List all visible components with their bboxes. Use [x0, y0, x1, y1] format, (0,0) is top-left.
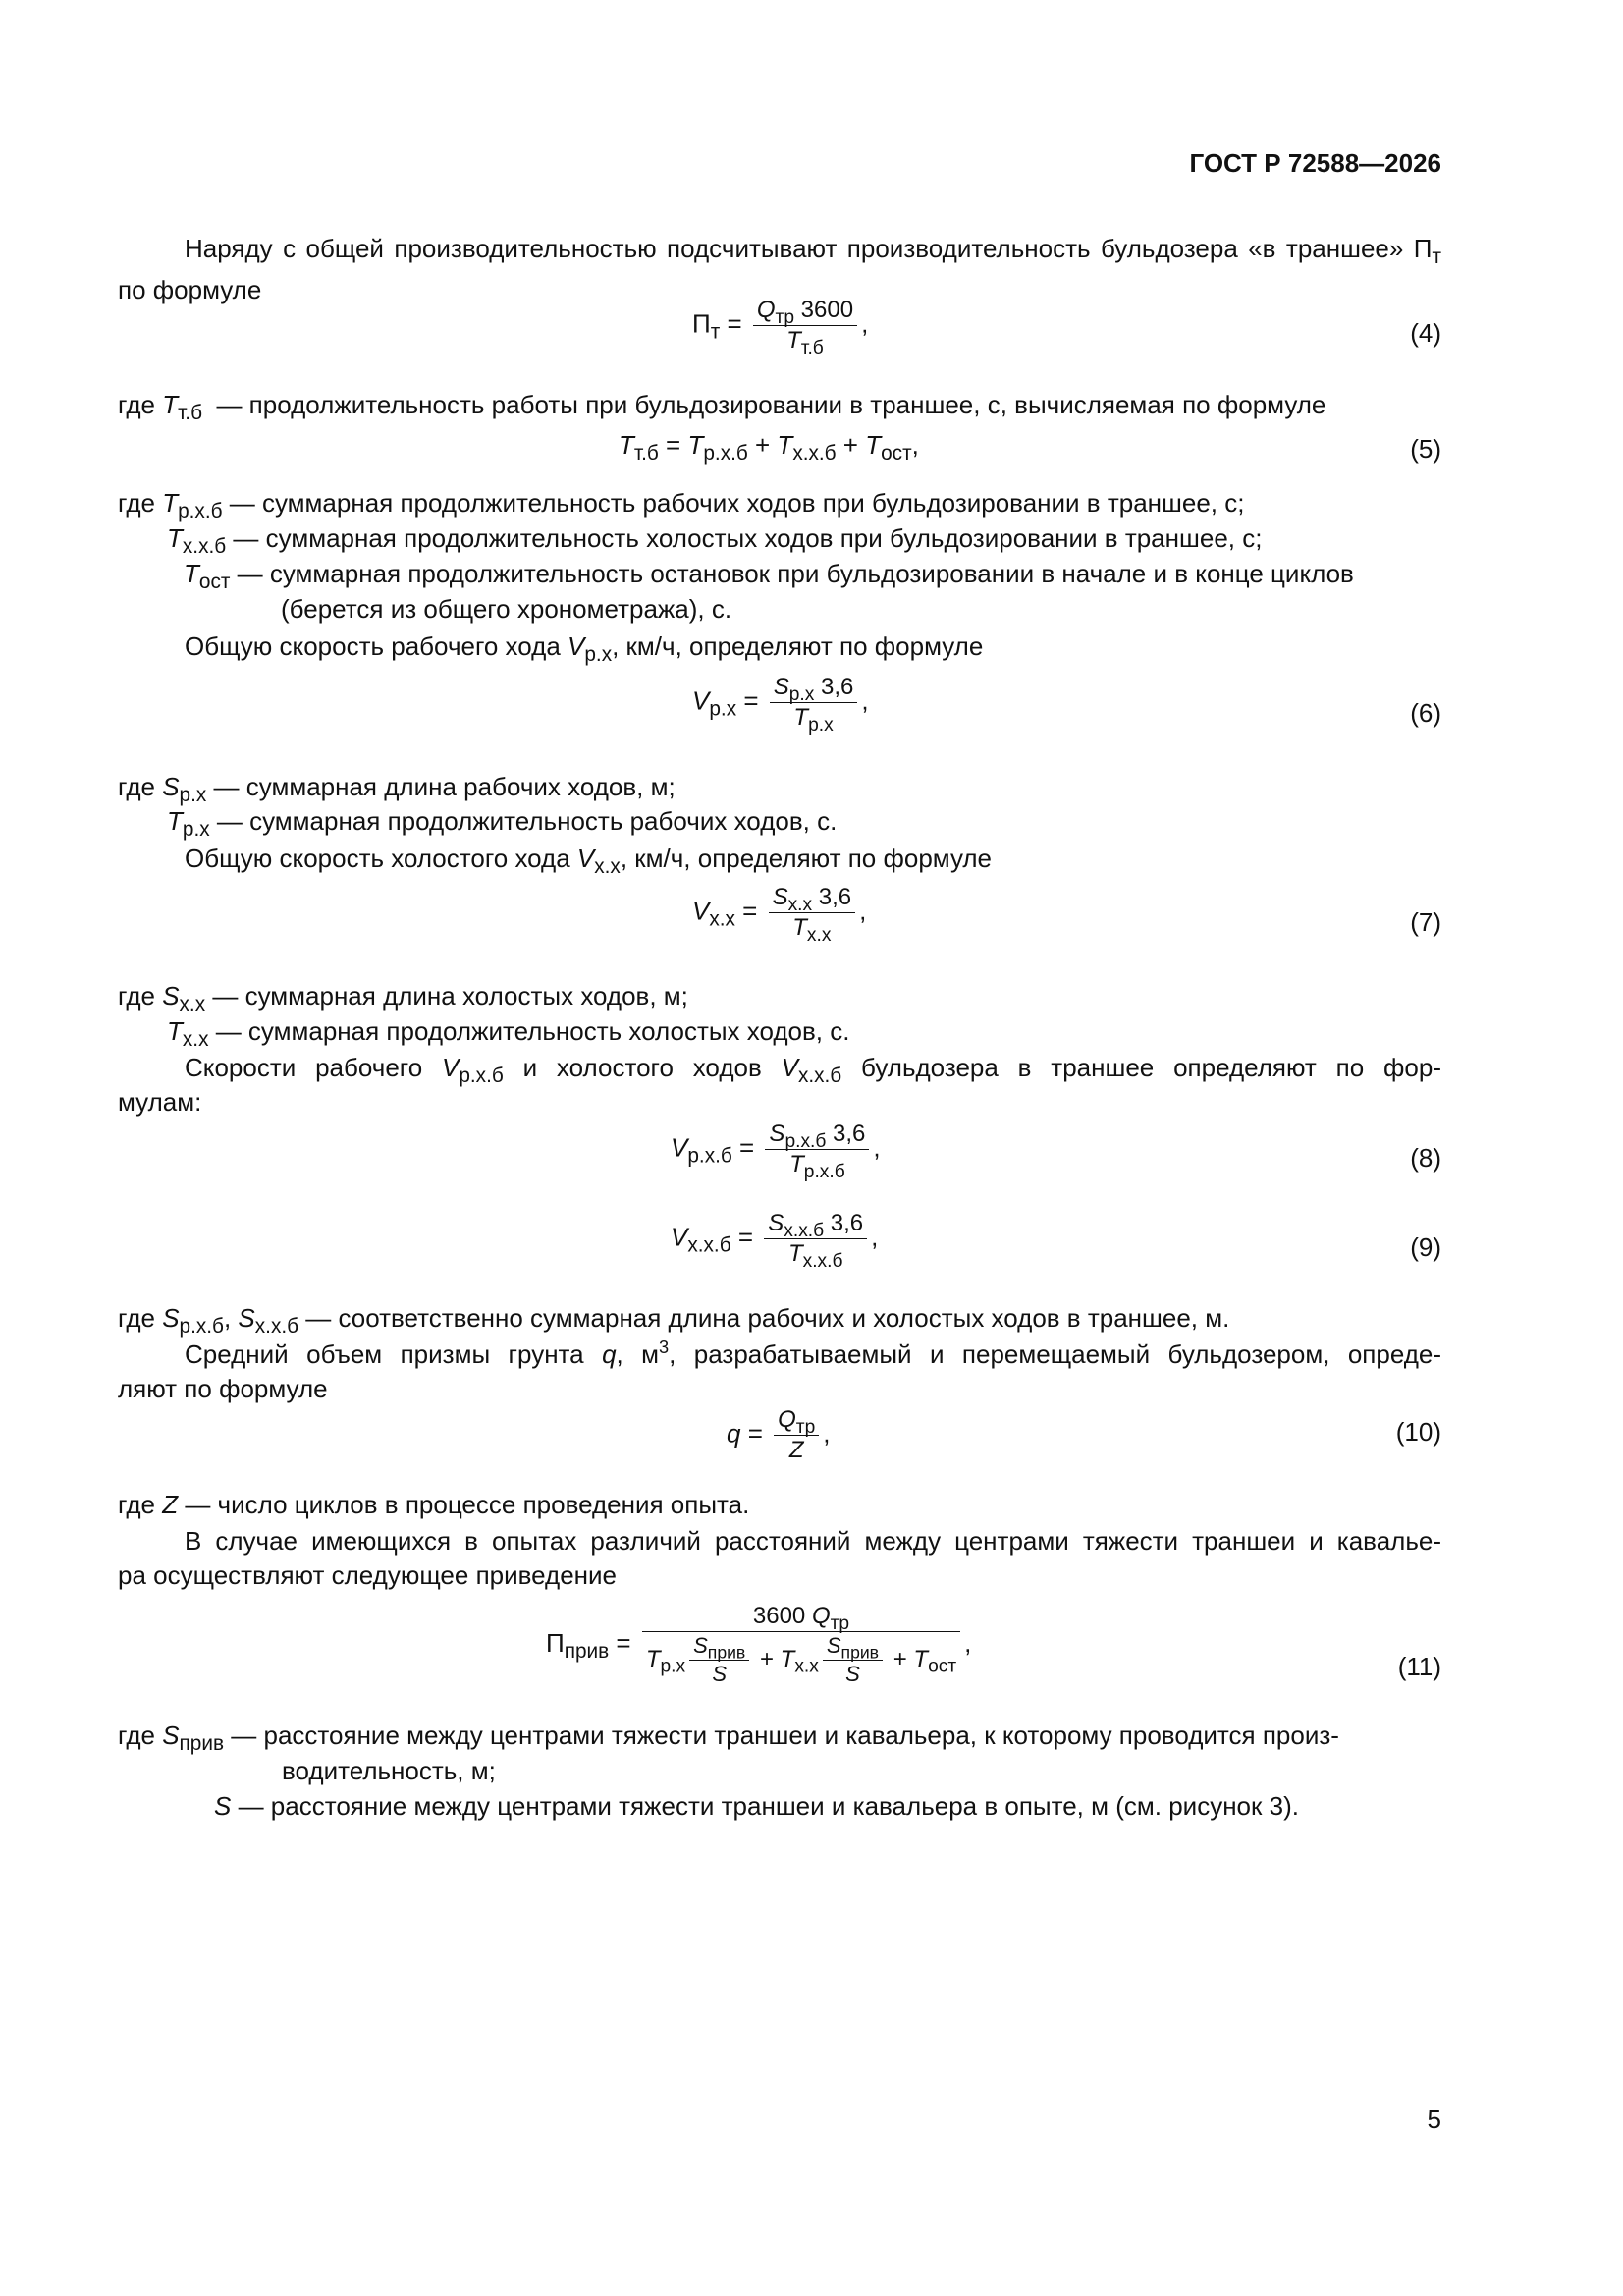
where-s-priv-cont: водительность, м; — [282, 1756, 496, 1785]
paragraph-priv-cont: ра осуществляют следующее приведение — [118, 1560, 618, 1590]
eq-number-9: (9) — [1410, 1232, 1441, 1262]
formula-8: $V_{р.х.б}$ = $\frac{S_{р.х.б} 3,6}{T_{р.х.б}}$ , — [671, 1121, 881, 1182]
eq-number-7: (7) — [1410, 907, 1441, 937]
eq-number-11: (11) — [1397, 1652, 1441, 1681]
paragraph-q-cont: ляют по формуле — [118, 1374, 328, 1403]
paragraph-q: Средний объем призмы грунта q, $м^3$, разрабатываемый и перемещаемый бульдозером, опреде- — [185, 1338, 1442, 1369]
eq-number-4: (4) — [1410, 318, 1441, 348]
where-s-xx: где $S_{х.х}$ — суммарная длина холостых ходов, м; — [118, 981, 688, 1016]
page-number: 5 — [1427, 2105, 1441, 2134]
where-s-89: где $S_{р.х.б}$, $S_{х.х.б}$ — соответственно суммарная длина рабочих и холостых ходов в траншее, м. — [118, 1303, 1230, 1339]
where-t-ost: $T_{ост}$ — суммарная продолжительность остановок при бульдозировании в начале и в конце циклов — [184, 559, 1354, 594]
where-t-ost-cont: (берется из общего хронометража), с. — [281, 594, 732, 624]
formula-5: $T_{т.б} = T_{р.х.б} + T_{х.х.б} + T_{ост}$, — [619, 430, 919, 465]
paragraph-vrx: Общую скорость рабочего хода $V_{р.х}$, км/ч, определяют по формуле — [185, 631, 984, 667]
formula-6: $V_{р.х}$ = $\frac{S_{р.х} 3,6}{T_{р.х}}$ , — [692, 674, 869, 736]
document-header: ГОСТ Р 72588—2026 — [1189, 148, 1441, 178]
paragraph-speeds-cont: мулам: — [118, 1087, 202, 1117]
eq-number-10: (10) — [1395, 1417, 1441, 1447]
formula-11: $П_{прив}$ = 3600 $Q_{тр}$ $T_{р.х}$ $\frac{S_{прив}}{S}$ + $T_{х.х}$ $\frac{S_{прив}}{S}$ + $T_{ост}$ , — [546, 1603, 972, 1686]
where-s-rx: где $S_{р.х}$ — суммарная длина рабочих ходов, м; — [118, 772, 676, 807]
formula-7: $V_{х.х}$ = $\frac{S_{х.х} 3,6}{T_{х.х}}$ , — [692, 884, 867, 946]
where-s: S — расстояние между центрами тяжести траншеи и кавальера в опыте, м (см. рисунок 3). — [214, 1791, 1299, 1821]
where-t-rxb: где $T_{р.х.б}$ — суммарная продолжительность рабочих ходов при бульдозировании в траншее, с; — [118, 488, 1245, 523]
where-t-xxb: $T_{х.х.б}$ — суммарная продолжительность холостых ходов при бульдозировании в траншее, с; — [167, 523, 1263, 559]
paragraph-vxx: Общую скорость холостого хода $V_{х.х}$, км/ч, определяют по формуле — [185, 844, 993, 879]
eq-number-8: (8) — [1410, 1143, 1441, 1173]
where-t-xx: $T_{х.х}$ — суммарная продолжительность холостых ходов, с. — [167, 1016, 850, 1052]
where-t-rx: $T_{р.х}$ — суммарная продолжительность рабочих ходов, с. — [167, 806, 838, 842]
eq-number-5: (5) — [1410, 434, 1441, 464]
paragraph-speeds: Скорости рабочего $V_{р.х.б}$ и холостого ходов $V_{х.х.б}$ бульдозера в траншее определяют по фор- — [185, 1053, 1441, 1088]
formula-9: $V_{х.х.б}$ = $\frac{S_{х.х.б} 3,6}{T_{х.х.б}}$ , — [671, 1210, 879, 1272]
formula-10: q = $\frac{Q_{тр}}{Z}$ , — [727, 1406, 831, 1463]
paragraph-priv: В случае имеющихся в опытах различий расстояний между центрами тяжести траншеи и кавалье- — [185, 1526, 1441, 1556]
formula-4: $П_т$ = $\frac{Q_{тр} 3600}{T_{т.б}}$ , — [692, 297, 869, 358]
where-z: где Z — число циклов в процессе проведения опыта. — [118, 1490, 750, 1519]
paragraph-intro: Наряду с общей производительностью подсчитывают производительность бульдозера «в траншее» $П_т$ по формуле — [118, 234, 1441, 304]
where-t-tb: где $T_{т.б}$ — продолжительность работы при бульдозировании в траншее, с, вычисляемая по формуле — [118, 390, 1326, 425]
where-s-priv: где $S_{прив}$ — расстояние между центрами тяжести траншеи и кавальера, к которому проводится произ- — [118, 1721, 1339, 1756]
eq-number-6: (6) — [1410, 698, 1441, 728]
